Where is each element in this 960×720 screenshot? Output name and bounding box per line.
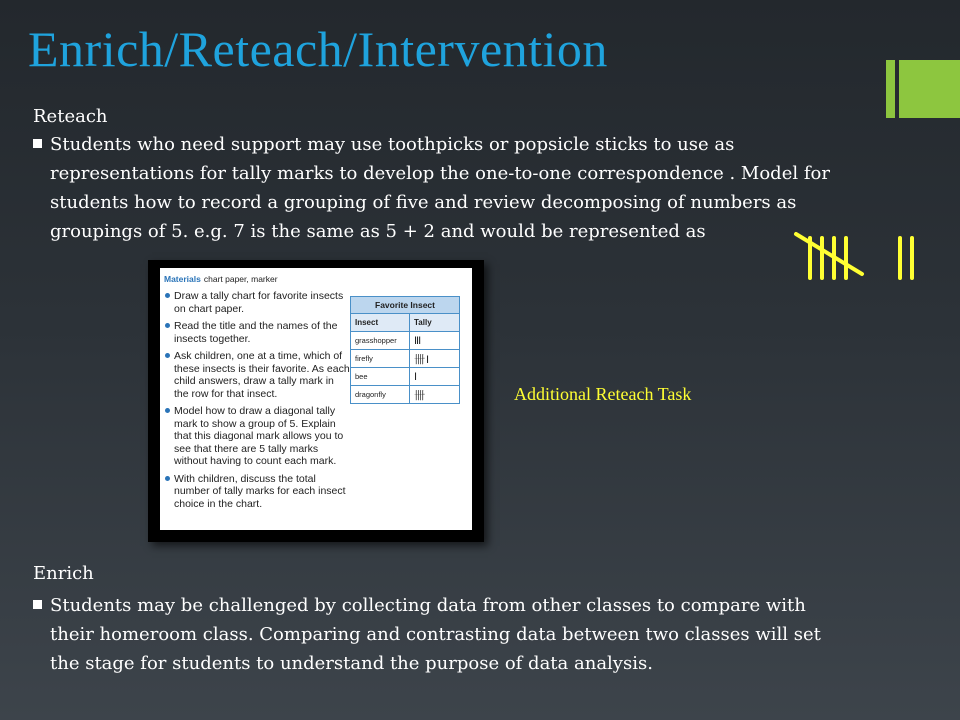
reteach-line-2: representations for tally marks to develop the one-to-one correspondence . Model for: [50, 163, 830, 184]
col-insect-header: Insect: [351, 314, 410, 331]
tally-marks-example: [792, 226, 932, 286]
instruction-item: With children, discuss the total number of tally marks for each insect choice in the chart.: [164, 473, 350, 511]
additional-reteach-task-label: Additional Reteach Task: [514, 384, 692, 404]
materials-label: Materials: [164, 274, 201, 284]
bullet-marker: [33, 139, 42, 148]
reteach-bullet: [33, 130, 923, 246]
worksheet-image-frame: [148, 260, 484, 542]
bullet-marker: [33, 600, 42, 609]
table-row: grasshopper III: [351, 332, 459, 350]
reteach-line-1: Students who need support may use toothpicks or popsicle sticks to use as: [50, 134, 735, 155]
tally-diagonal: [796, 234, 862, 274]
col-tally-header: Tally: [414, 318, 432, 327]
accent-bar-right: [899, 60, 960, 118]
enrich-line-3: the stage for students to understand the purpose of data analysis.: [50, 653, 653, 674]
instruction-list: [164, 290, 350, 515]
table-title: Favorite Insect: [351, 297, 459, 314]
table-row: firefly 卌 I: [351, 350, 459, 368]
reteach-heading: Reteach: [33, 106, 108, 127]
accent-bar-left: [886, 60, 895, 118]
instruction-item: Ask children, one at a time, which of these insects is their favorite. As each child answers, draw a tally mark in the row for that insect.: [164, 350, 350, 400]
materials-line: [164, 274, 278, 284]
table-row: bee I: [351, 368, 459, 386]
table-row: dragonfly 卌: [351, 386, 459, 403]
slide-title: Enrich/Reteach/Intervention: [28, 21, 608, 77]
worksheet-image: [160, 268, 472, 530]
enrich-line-1: Students may be challenged by collecting data from other classes to compare with: [50, 595, 806, 616]
reteach-line-4: groupings of 5. e.g. 7 is the same as 5 + 2 and would be represented as: [50, 221, 706, 242]
enrich-heading: Enrich: [33, 563, 94, 584]
instruction-item: Model how to draw a diagonal tally mark to show a group of 5. Explain that this diagonal mark allows you to see that there are 5 tally marks without having to count each mark.: [164, 405, 350, 468]
favorite-insect-table: [350, 296, 460, 404]
enrich-line-2: their homeroom class. Comparing and contrasting data between two classes will set: [50, 624, 821, 645]
materials-text: chart paper, marker: [203, 274, 278, 284]
reteach-line-3: students how to record a grouping of five and review decomposing of numbers as: [50, 192, 797, 213]
instruction-item: Draw a tally chart for favorite insects on chart paper.: [164, 290, 350, 315]
table-header-row: [351, 314, 459, 332]
enrich-bullet: [33, 591, 923, 678]
instruction-item: Read the title and the names of the insects together.: [164, 320, 350, 345]
